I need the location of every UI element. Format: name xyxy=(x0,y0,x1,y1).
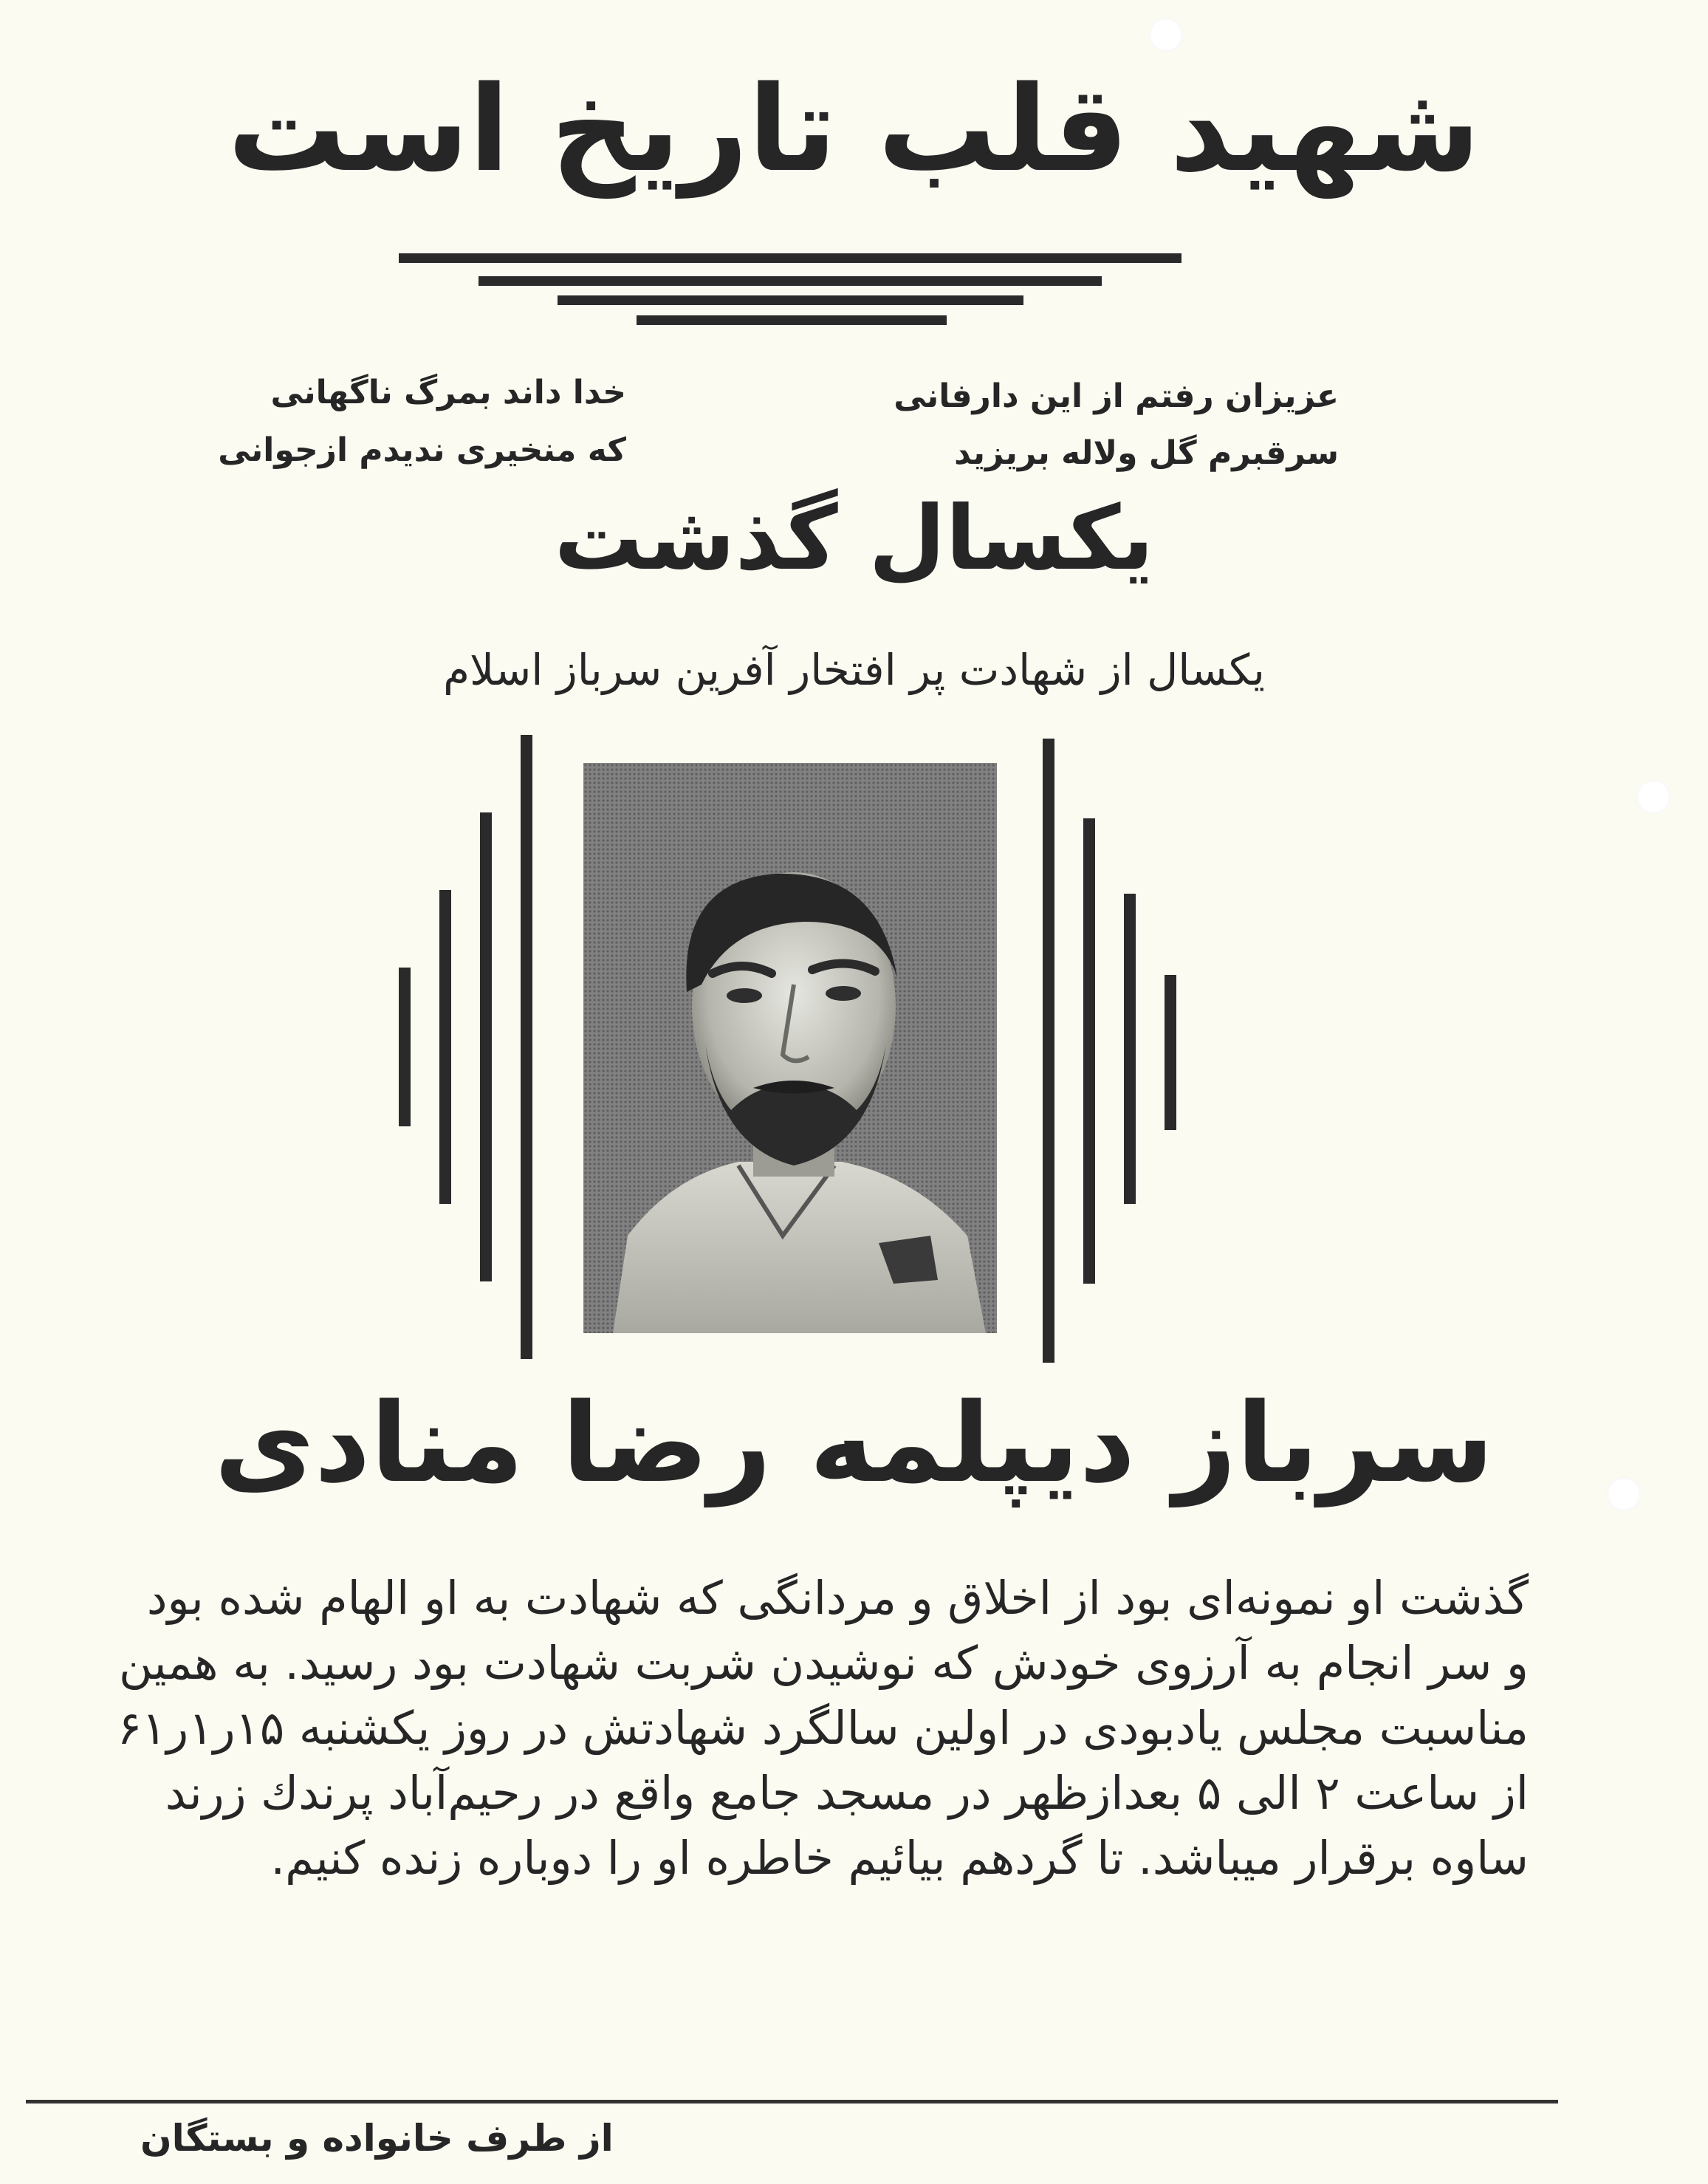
headline: یکسال گذشت xyxy=(554,487,1154,590)
frame-bar-left xyxy=(399,968,411,1126)
body-line: و سر انجام به آرزوی خودش که نوشیدن شربت شهادت بود رسید. به همین xyxy=(119,1636,1529,1690)
frame-bar-right xyxy=(1043,739,1054,1363)
ornament-bar xyxy=(637,315,947,325)
verse-left-line-2: که منخیری ندیدم ازجوانی xyxy=(218,431,626,469)
frame-bar-left xyxy=(521,735,532,1359)
subheadline: یکسال از شهادت پر افتخار آفرین سرباز اسلام xyxy=(443,645,1265,695)
footer-signature: از طرف خانواده و بستگان xyxy=(140,2117,614,2160)
punch-hole-middle xyxy=(1636,780,1670,814)
body-line: مناسبت مجلس یادبودی در اولین سالگرد شهادتش در روز یکشنبه ۱۵ر۱ر۶۱ xyxy=(117,1701,1529,1755)
ornament-bar xyxy=(399,253,1181,263)
verse-left-line-1: خدا داند بمرگ ناگهانی xyxy=(270,374,626,411)
frame-bar-right xyxy=(1165,975,1176,1130)
body-line: از ساعت ۲ الی ۵ بعدازظهر در مسجد جامع واقع در رحیم‌آباد پرندك زرند xyxy=(165,1766,1529,1820)
footer-divider xyxy=(26,2100,1558,2103)
body-line: گذشت او نمونه‌ای بود از اخلاق و مردانگی که شهادت به او الهام شده بود xyxy=(146,1571,1529,1625)
body-line: ساوه برقرار میباشد. تا گردهم بیائیم خاطره او را دوباره زنده کنیم. xyxy=(270,1831,1529,1885)
frame-bar-right xyxy=(1083,818,1095,1284)
frame-bar-left xyxy=(480,812,492,1281)
ornament-bar xyxy=(558,295,1023,305)
frame-bar-right xyxy=(1124,894,1136,1204)
announcement-body xyxy=(30,1566,1529,1891)
frame-bar-left xyxy=(439,890,451,1204)
page-title: شهید قلب تاریخ است xyxy=(227,60,1481,198)
ornament-bar xyxy=(479,276,1102,286)
portrait-photo xyxy=(583,763,997,1333)
verse-right-line-2: سرقبرم گل ولاله بریزید xyxy=(954,434,1339,472)
punch-hole-top xyxy=(1149,18,1183,52)
soldier-name: سرباز دیپلمه رضا منادی xyxy=(214,1380,1494,1507)
verse-right-line-1: عزیزان رفتم از این دارفانی xyxy=(894,377,1339,415)
